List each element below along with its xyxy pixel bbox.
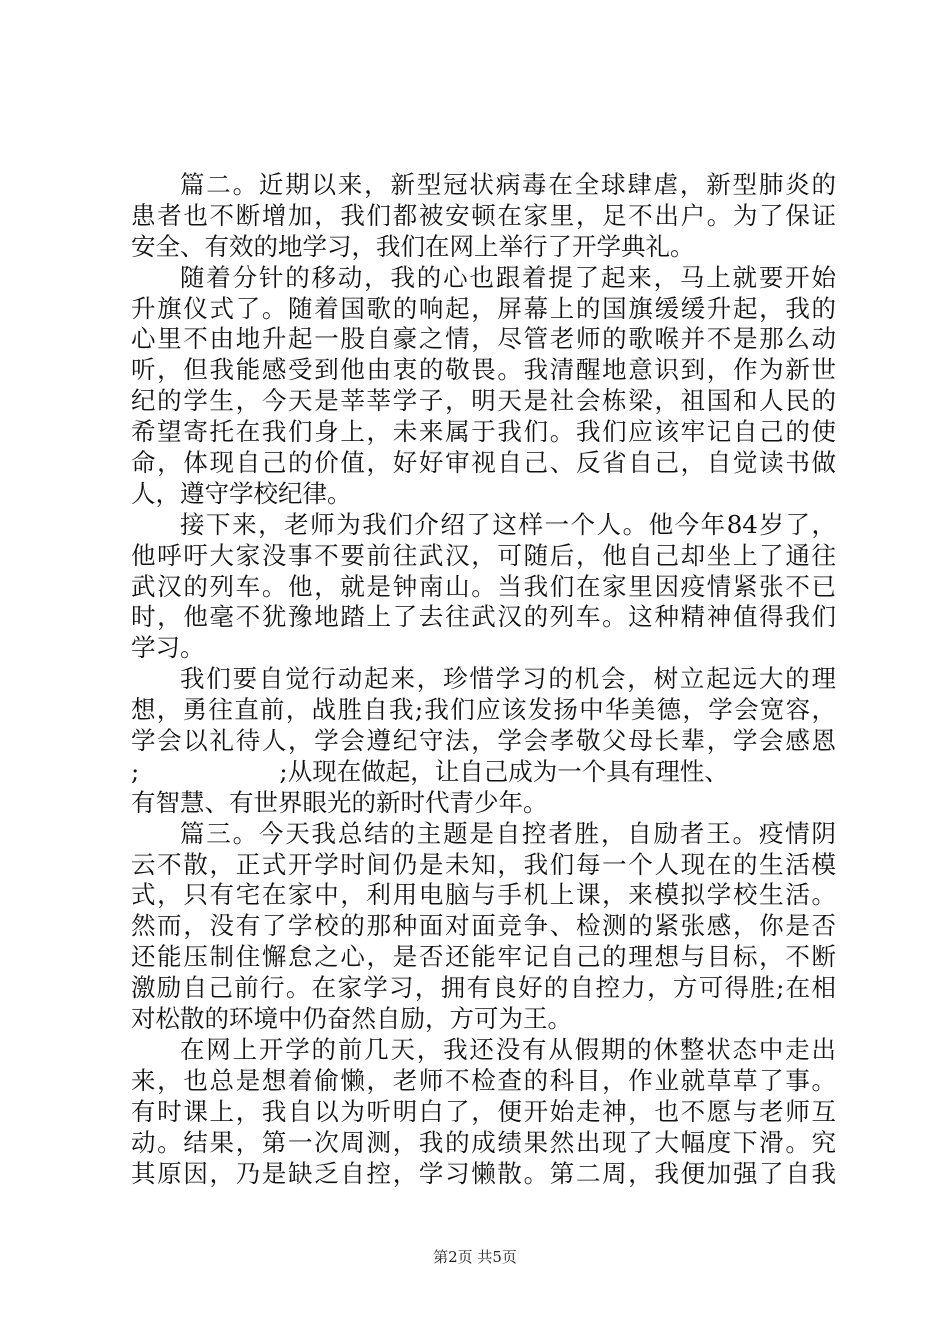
paragraph-line: 式，只有宅在家中，利用电脑与手机上课，来模拟学校生活。 [131,880,836,910]
paragraph-line: 升旗仪式了。随着国歌的响起，屏幕上的国旗缓缓升起，我的 [131,293,836,323]
paragraph-line: 时，他毫不犹豫地踏上了去往武汉的列车。这种精神值得我们 [131,602,836,632]
paragraph-line: 他呼吁大家没事不要前往武汉，可随后，他自己却坐上了通往 [131,540,836,570]
article-body [131,170,836,1189]
paragraph-line: 在网上开学的前几天，我还没有从假期的休整状态中走出 [180,1034,836,1064]
paragraph-line: 来，也总是想着偷懒，老师不检查的科目，作业就草草了事。 [131,1065,836,1095]
paragraph-line: 对松散的环境中仍奋然自励，方可为王。 [131,1004,572,1034]
paragraph-line: 纪的学生，今天是莘莘学子，明天是社会栋梁，祖国和人民的 [131,386,836,416]
paragraph-line: 听，但我能感受到他由衷的敬畏。我清醒地意识到，作为新世 [131,355,836,385]
paragraph-line: 安全、有效的地学习，我们在网上举行了开学典礼。 [131,231,695,261]
paragraph-line: ; ;从现在做起，让自己成为一个具有理性、 [131,756,729,786]
paragraph-line: 我们要自觉行动起来，珍惜学习的机会，树立起远大的理 [180,664,836,694]
paragraph-line: 接下来，老师为我们介绍了这样一个人。他今年84岁了， [180,509,836,539]
paragraph-line: 云不散，正式开学时间仍是未知，我们每一个人现在的生活模 [131,849,836,879]
paragraph-line: 心里不由地升起一股自豪之情，尽管老师的歌喉并不是那么动 [131,324,836,354]
paragraph-line: 想，勇往直前，战胜自我;我们应该发扬中华美德，学会宽容， [131,695,836,725]
paragraph-line: 命，体现自己的价值，好好审视自己、反省自己，自觉读书做 [131,448,836,478]
paragraph-line: 有智慧、有世界眼光的新时代青少年。 [131,787,548,817]
paragraph-line: 患者也不断增加，我们都被安顿在家里，足不出户。为了保证 [131,200,836,230]
paragraph-line: 人，遵守学校纪律。 [131,478,352,508]
paragraph-line: 篇三。今天我总结的主题是自控者胜，自励者王。疫情阴 [180,818,836,848]
paragraph-line: 激励自己前行。在家学习，拥有良好的自控力，方可得胜;在相 [131,973,836,1003]
paragraph-line: 希望寄托在我们身上，未来属于我们。我们应该牢记自己的使 [131,417,836,447]
page-number-footer: 第2页 共5页 [433,1248,517,1266]
paragraph-line: 篇二。近期以来，新型冠状病毒在全球肆虐，新型肺炎的 [180,170,836,199]
paragraph-line: 武汉的列车。他，就是钟南山。当我们在家里因疫情紧张不已 [131,571,836,601]
paragraph-line: 还能压制住懈怠之心，是否还能牢记自己的理想与目标，不断 [131,942,836,972]
paragraph-line: 动。结果，第一次周测，我的成绩果然出现了大幅度下滑。究 [131,1127,836,1157]
paragraph-line: 有时课上，我自以为听明白了，便开始走神，也不愿与老师互 [131,1096,836,1126]
paragraph-line: 学会以礼待人，学会遵纪守法，学会孝敬父母长辈，学会感恩 [131,726,836,756]
paragraph-line: 随着分针的移动，我的心也跟着提了起来，马上就要开始 [180,262,836,292]
paragraph-line: 其原因，乃是缺乏自控，学习懒散。第二周，我便加强了自我 [131,1158,836,1188]
paragraph-line: 学习。 [131,633,205,663]
paragraph-line: 然而，没有了学校的那种面对面竞争、检测的紧张感，你是否 [131,911,836,941]
